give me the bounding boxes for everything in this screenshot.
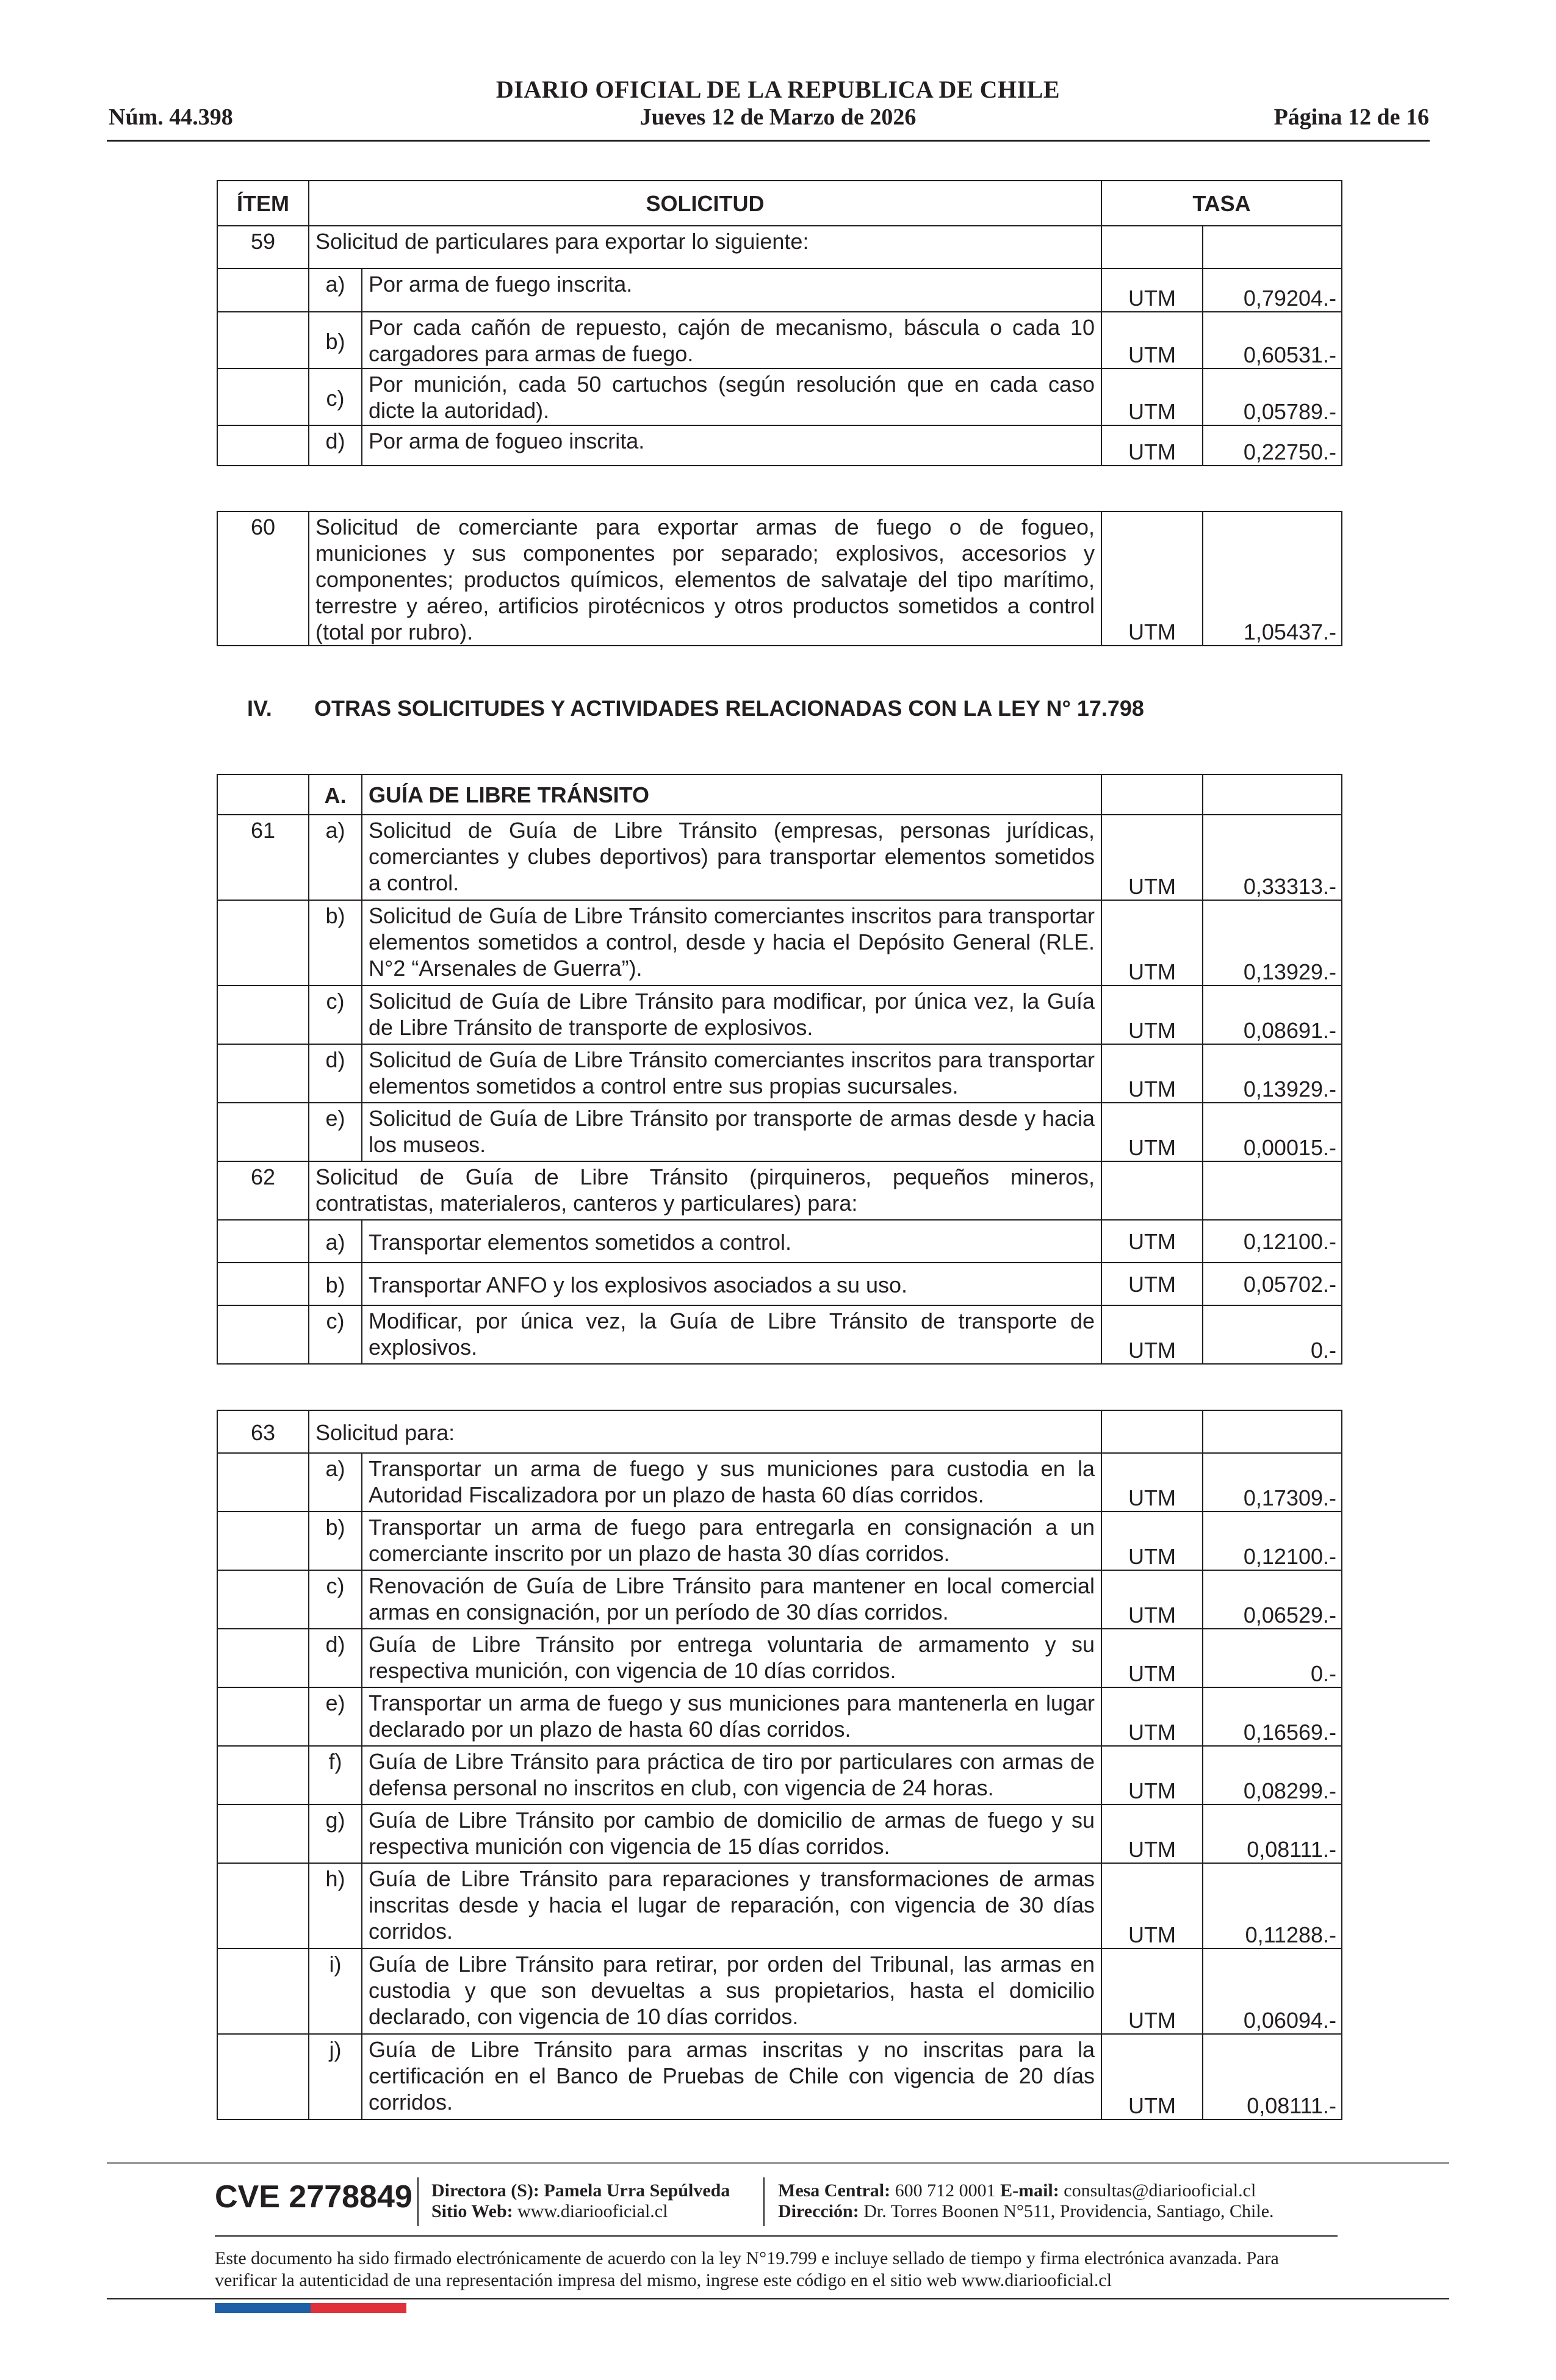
- item-amount: 0,11288.-: [1203, 1863, 1342, 1949]
- item-text: Transportar un arma de fuego para entregarla en consignación a un comerciante inscrito por un plazo de hasta 30 días corridos.: [362, 1512, 1101, 1570]
- empty-cell: [217, 369, 309, 425]
- item-text: Guía de Libre Tránsito para reparaciones y transformaciones de armas inscritas desde y hacia el lugar de reparación, con vigencia de 30 días corridos.: [362, 1863, 1101, 1949]
- empty-cell: [217, 425, 309, 466]
- item-letter: d): [309, 425, 362, 466]
- signature-notice: Este documento ha sido firmado electrónicamente de acuerdo con la ley N°19.799 e incluye sellado de tiempo y firma electrónica avanzada. Para verificar la autenticidad de una representación impresa del mismo, ingrese este código en el sitio web www.diariooficial.cl: [215, 2248, 1279, 2290]
- director-label: Directora (S):: [431, 2180, 539, 2201]
- table-row: [217, 1161, 1342, 1220]
- item-amount: 0,08111.-: [1203, 1805, 1342, 1863]
- item-letter: b): [309, 312, 362, 369]
- item-text: Por cada cañón de repuesto, cajón de mecanismo, báscula o cada 10 cargadores para armas de fuego.: [362, 312, 1101, 369]
- website-line: [431, 2201, 668, 2223]
- table-row: [217, 1410, 1342, 1453]
- empty-cell: [1101, 1410, 1203, 1453]
- table-header-row: [217, 181, 1342, 226]
- empty-cell: [217, 1746, 309, 1805]
- website-link[interactable]: www.diariooficial.cl: [517, 2201, 668, 2221]
- table-row: [217, 1746, 1342, 1805]
- website-label: Sitio Web:: [431, 2201, 513, 2221]
- table-row: [217, 1263, 1342, 1305]
- issue-date: Jueves 12 de Marzo de 2026: [639, 104, 917, 130]
- item-unit: UTM: [1101, 425, 1203, 466]
- item-amount: 0,13929.-: [1203, 900, 1342, 986]
- table-row: [217, 1453, 1342, 1512]
- fees-table-item-59: [217, 180, 1342, 466]
- email-link[interactable]: consultas@diariooficial.cl: [1064, 2180, 1256, 2201]
- item-letter: e): [309, 1687, 362, 1746]
- item-text: Renovación de Guía de Libre Tránsito para mantener en local comercial armas en consignación, por un período de 30 días corridos.: [362, 1570, 1101, 1629]
- subsection-title: GUÍA DE LIBRE TRÁNSITO: [362, 774, 1101, 815]
- contact-line: [778, 2180, 1256, 2202]
- fees-table-item-60: [217, 511, 1342, 646]
- item-unit: UTM: [1101, 2034, 1203, 2119]
- item-letter: a): [309, 1453, 362, 1512]
- table-row: [217, 1863, 1342, 1949]
- item-unit: UTM: [1101, 900, 1203, 986]
- item-letter: f): [309, 1746, 362, 1805]
- item-number: 62: [217, 1161, 309, 1220]
- email-label: E-mail:: [1000, 2180, 1059, 2201]
- column-header-item: ÍTEM: [217, 181, 309, 226]
- item-unit: UTM: [1101, 269, 1203, 312]
- item-amount: 0,79204.-: [1203, 269, 1342, 312]
- item-unit: UTM: [1101, 1570, 1203, 1629]
- empty-cell: [217, 1220, 309, 1263]
- item-number: 61: [217, 815, 309, 900]
- item-unit: UTM: [1101, 1305, 1203, 1364]
- item-text: Solicitud de Guía de Libre Tránsito (pirquineros, pequeños mineros, contratistas, materialeros, canteros y particulares) para:: [309, 1161, 1101, 1220]
- item-unit: UTM: [1101, 1103, 1203, 1161]
- empty-cell: [1203, 1161, 1342, 1220]
- item-amount: 0,22750.-: [1203, 425, 1342, 466]
- empty-cell: [1101, 774, 1203, 815]
- table-row: [217, 226, 1342, 269]
- item-text: Guía de Libre Tránsito por entrega voluntaria de armamento y su respectiva munición, con vigencia de 10 días corridos.: [362, 1629, 1101, 1687]
- empty-cell: [217, 1453, 309, 1512]
- item-text: Por arma de fogueo inscrita.: [362, 425, 1101, 466]
- address-text: Dr. Torres Boonen N°511, Providencia, Santiago, Chile.: [863, 2201, 1274, 2221]
- item-number: 59: [217, 226, 309, 269]
- director-line: [431, 2180, 730, 2202]
- table-row: [217, 425, 1342, 466]
- fees-table-item-63: [217, 1410, 1342, 2120]
- item-text: Guía de Libre Tránsito para práctica de tiro por particulares con armas de defensa personal no inscritos en club, con vigencia de 24 horas.: [362, 1746, 1101, 1805]
- table-row: [217, 815, 1342, 900]
- item-unit: UTM: [1101, 1453, 1203, 1512]
- item-letter: h): [309, 1863, 362, 1949]
- empty-cell: [217, 986, 309, 1044]
- item-amount: 0,00015.-: [1203, 1103, 1342, 1161]
- table-row: [217, 1103, 1342, 1161]
- column-header-fee: TASA: [1101, 181, 1342, 226]
- table-row: [217, 1629, 1342, 1687]
- gazette-title: DIARIO OFICIAL DE LA REPUBLICA DE CHILE: [495, 76, 1061, 103]
- item-unit: UTM: [1101, 1863, 1203, 1949]
- empty-cell: [217, 1103, 309, 1161]
- flag-bar-blue: [215, 2303, 311, 2313]
- subsection-row: [217, 774, 1342, 815]
- empty-cell: [217, 1949, 309, 2034]
- item-text: Modificar, por única vez, la Guía de Libre Tránsito de transporte de explosivos.: [362, 1305, 1101, 1364]
- table-row: [217, 900, 1342, 986]
- item-text: Guía de Libre Tránsito por cambio de domicilio de armas de fuego y su respectiva munición con vigencia de 15 días corridos.: [362, 1805, 1101, 1863]
- footer-divider: [215, 2235, 1338, 2237]
- empty-cell: [217, 1805, 309, 1863]
- item-text: Solicitud de Guía de Libre Tránsito para modificar, por única vez, la Guía de Libre Tránsito de transporte de explosivos.: [362, 986, 1101, 1044]
- item-amount: 0,08111.-: [1203, 2034, 1342, 2119]
- empty-cell: [1203, 774, 1342, 815]
- table-row: [217, 1805, 1342, 1863]
- empty-cell: [217, 1863, 309, 1949]
- item-letter: c): [309, 1305, 362, 1364]
- table-row: [217, 2034, 1342, 2119]
- item-text: Solicitud de comerciante para exportar armas de fuego o de fogueo, municiones y sus componentes por separado; explosivos, accesorios y componentes; productos químicos, elementos de salvataje del tipo marítimo, terrestre y aéreo, artificios pirotécnicos y otros productos sometidos a control (total por rubro).: [309, 511, 1101, 646]
- director-name: Pamela Urra Sepúlveda: [544, 2180, 730, 2201]
- item-text: Transportar un arma de fuego y sus municiones para mantenerla en lugar declarado por un plazo de hasta 60 días corridos.: [362, 1687, 1101, 1746]
- item-unit: UTM: [1101, 986, 1203, 1044]
- item-text: Solicitud para:: [309, 1410, 1101, 1453]
- item-letter: d): [309, 1629, 362, 1687]
- item-text: Guía de Libre Tránsito para retirar, por orden del Tribunal, las armas en custodia y que son devueltas a sus propietarios, hasta el domicilio declarado, con vigencia de 10 días corridos.: [362, 1949, 1101, 2034]
- item-unit: UTM: [1101, 1746, 1203, 1805]
- empty-cell: [217, 774, 309, 815]
- table-row: [217, 511, 1342, 646]
- item-letter: d): [309, 1044, 362, 1103]
- item-amount: 0,60531.-: [1203, 312, 1342, 369]
- item-unit: UTM: [1101, 1629, 1203, 1687]
- item-unit: UTM: [1101, 1949, 1203, 2034]
- item-unit: UTM: [1101, 1220, 1203, 1263]
- item-letter: j): [309, 2034, 362, 2119]
- page-number: Página 12 de 16: [1273, 104, 1429, 130]
- item-amount: 0,05702.-: [1203, 1263, 1342, 1305]
- item-amount: 0,16569.-: [1203, 1687, 1342, 1746]
- table-row: [217, 312, 1342, 369]
- header-divider: [107, 140, 1430, 142]
- item-amount: 0,05789.-: [1203, 369, 1342, 425]
- item-text: Transportar ANFO y los explosivos asociados a su uso.: [362, 1263, 1101, 1305]
- subsection-letter: A.: [309, 774, 362, 815]
- item-letter: i): [309, 1949, 362, 2034]
- issue-number: Núm. 44.398: [109, 104, 233, 130]
- cve-code: CVE 2778849: [215, 2179, 412, 2215]
- item-letter: c): [309, 1570, 362, 1629]
- item-text: Transportar un arma de fuego y sus municiones para custodia en la Autoridad Fiscalizadora por un plazo de hasta 60 días corridos.: [362, 1453, 1101, 1512]
- empty-cell: [217, 1687, 309, 1746]
- empty-cell: [217, 269, 309, 312]
- empty-cell: [217, 1263, 309, 1305]
- flag-bar-red: [311, 2303, 406, 2313]
- footer-separator: [417, 2177, 419, 2226]
- table-row: [217, 986, 1342, 1044]
- table-row: [217, 369, 1342, 425]
- section-number: IV.: [247, 696, 272, 721]
- empty-cell: [217, 900, 309, 986]
- column-header-request: SOLICITUD: [309, 181, 1101, 226]
- empty-cell: [217, 1305, 309, 1364]
- empty-cell: [1203, 226, 1342, 269]
- item-amount: 0,12100.-: [1203, 1512, 1342, 1570]
- fees-table-items-61-62: [217, 774, 1342, 1365]
- address-label: Dirección:: [778, 2201, 859, 2221]
- footer-separator: [763, 2177, 765, 2226]
- item-amount: 0,33313.-: [1203, 815, 1342, 900]
- item-letter: g): [309, 1805, 362, 1863]
- table-row: [217, 1570, 1342, 1629]
- item-text: Solicitud de Guía de Libre Tránsito por transporte de armas desde y hacia los museos.: [362, 1103, 1101, 1161]
- empty-cell: [217, 1512, 309, 1570]
- item-amount: 0,08299.-: [1203, 1746, 1342, 1805]
- item-letter: a): [309, 815, 362, 900]
- table-row: [217, 1305, 1342, 1364]
- table-row: [217, 1044, 1342, 1103]
- empty-cell: [1101, 226, 1203, 269]
- empty-cell: [217, 312, 309, 369]
- item-text: Solicitud de particulares para exportar lo siguiente:: [309, 226, 1101, 269]
- table-row: [217, 1687, 1342, 1746]
- item-amount: 0.-: [1203, 1305, 1342, 1364]
- phone-label: Mesa Central:: [778, 2180, 891, 2201]
- item-text: Solicitud de Guía de Libre Tránsito (empresas, personas jurídicas, comerciantes y clubes deportivos) para transportar elementos sometidos a control.: [362, 815, 1101, 900]
- item-unit: UTM: [1101, 312, 1203, 369]
- item-amount: 0,08691.-: [1203, 986, 1342, 1044]
- item-letter: c): [309, 369, 362, 425]
- item-number: 60: [217, 511, 309, 646]
- item-amount: 0.-: [1203, 1629, 1342, 1687]
- table-row: [217, 1949, 1342, 2034]
- item-unit: UTM: [1101, 1263, 1203, 1305]
- item-letter: e): [309, 1103, 362, 1161]
- table-row: [217, 1512, 1342, 1570]
- item-unit: UTM: [1101, 1512, 1203, 1570]
- item-letter: b): [309, 900, 362, 986]
- item-unit: UTM: [1101, 1687, 1203, 1746]
- item-text: Por arma de fuego inscrita.: [362, 269, 1101, 312]
- item-unit: UTM: [1101, 511, 1203, 646]
- footer-divider: [107, 2298, 1449, 2299]
- item-letter: b): [309, 1263, 362, 1305]
- item-text: Transportar elementos sometidos a control.: [362, 1220, 1101, 1263]
- item-unit: UTM: [1101, 815, 1203, 900]
- item-letter: a): [309, 1220, 362, 1263]
- empty-cell: [217, 2034, 309, 2119]
- empty-cell: [217, 1044, 309, 1103]
- item-text: Solicitud de Guía de Libre Tránsito comerciantes inscritos para transportar elementos sometidos a control entre sus propias sucursales.: [362, 1044, 1101, 1103]
- table-row: [217, 269, 1342, 312]
- item-letter: a): [309, 269, 362, 312]
- empty-cell: [217, 1570, 309, 1629]
- item-unit: UTM: [1101, 369, 1203, 425]
- item-amount: 0,06094.-: [1203, 1949, 1342, 2034]
- item-text: Solicitud de Guía de Libre Tránsito comerciantes inscritos para transportar elementos sometidos a control, desde y hacia el Depósito General (RLE. N°2 “Arsenales de Guerra”).: [362, 900, 1101, 986]
- empty-cell: [1101, 1161, 1203, 1220]
- table-row: [217, 1220, 1342, 1263]
- item-number: 63: [217, 1410, 309, 1453]
- item-unit: UTM: [1101, 1044, 1203, 1103]
- item-letter: b): [309, 1512, 362, 1570]
- item-amount: 0,12100.-: [1203, 1220, 1342, 1263]
- empty-cell: [1203, 1410, 1342, 1453]
- empty-cell: [217, 1629, 309, 1687]
- address-line: [778, 2201, 1274, 2223]
- item-unit: UTM: [1101, 1805, 1203, 1863]
- item-amount: 0,13929.-: [1203, 1044, 1342, 1103]
- item-amount: 1,05437.-: [1203, 511, 1342, 646]
- footer-divider: [107, 2162, 1449, 2164]
- item-amount: 0,06529.-: [1203, 1570, 1342, 1629]
- item-letter: c): [309, 986, 362, 1044]
- phone-number: 600 712 0001: [895, 2180, 996, 2201]
- item-amount: 0,17309.-: [1203, 1453, 1342, 1512]
- section-title: OTRAS SOLICITUDES Y ACTIVIDADES RELACIONADAS CON LA LEY N° 17.798: [314, 696, 1144, 721]
- item-text: Guía de Libre Tránsito para armas inscritas y no inscritas para la certificación en el Banco de Pruebas de Chile con vigencia de 20 días corridos.: [362, 2034, 1101, 2119]
- item-text: Por munición, cada 50 cartuchos (según resolución que en cada caso dicte la autoridad).: [362, 369, 1101, 425]
